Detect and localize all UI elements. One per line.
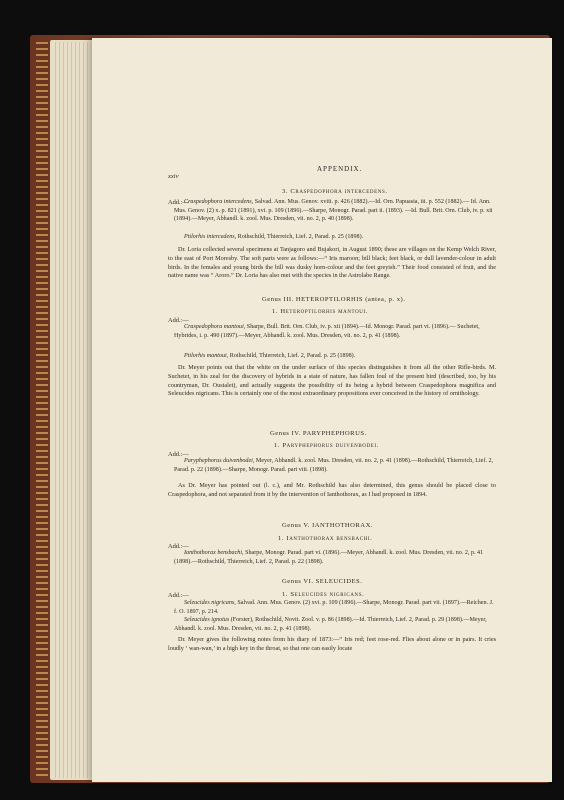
genus-heading: Genus III. HETEROPTILORHIS (antea, p. x).: [262, 296, 406, 303]
add-label: Add.:—: [168, 317, 189, 324]
add-label: Add.:—: [168, 451, 189, 458]
reference-entry: Seleucides nigricans, Salvad. Ann. Mus. Genov. (2) xvi. p. 109 (1896).—Sharpe, Monogr. Parad. part vii. (1897).—Reichen. J. f. O. 1897, p. 214.: [174, 600, 494, 615]
add-label: Add.:—: [168, 199, 189, 206]
species-title: 1. Ianthothorax bensbachi.: [278, 535, 373, 542]
body-paragraph: As Dr. Meyer has pointed out (l. c.), and Mr. Rothschild has also determined, this genus should be placed close to Craspedophora, and not separated from it by the intervention of Ianthothorax, as I had proposed in 1894.: [168, 482, 496, 498]
genus-heading: Genus V. IANTHOTHORAX.: [282, 522, 373, 529]
reference-entry: Seleucides ignotus (Forster), Rothschild, Novit. Zool. v. p. 86 (1898).—Id. Thierreich, Lief. 2, Parad. p. 29 (1898).—Meyer, Abhandl. k. zool. Mus. Dresden, vii. no. 2, p. 41 (1898).: [174, 617, 487, 632]
add-label: Add.:—: [168, 543, 189, 550]
page-number: xxiv: [168, 173, 179, 180]
species-title: 1. Paryphephorus duivenbodei.: [274, 442, 379, 449]
reference-entry: Ptilorhis mantoui, Rothschild, Thierreich, Lief. 2, Parad. p. 25 (1898).: [184, 353, 356, 359]
body-paragraph: Dr. Meyer points out that the white on the under surface of this species distinguishes it from all the other Rifle-birds. M. Suchetet, in his zeal for the discovery of hybrids in a state of nature, has fallen foul of the present bird (described, too, by his countryman, Dr. Oustalet), and actually suggests the possibility of its being a hybrid between Craspedophora magnifica and Seleucides nigricans. This is certainly one of the most extraordinary propositions ever conceived in the history of ornithology.: [168, 364, 496, 398]
gilt-border: [36, 42, 48, 776]
reference-entry: Craspedophora intercedens, Salvad. Ann. Mus. Genov. xviii. p. 426 (1882).—Id. Orn. Papuasia, iii. p. 552 (1882).— Id. Ann. Mus. Genov. (2) x. p. 821 (1891), xvi. p. 109 (1896).—Sharpe, Monogr. Parad. part ii. (1893). —Id. Bull. Brit. Orn. Club, iv. p. xii (1894).—Meyer, Abhandl. k. zool. Mus. Dresden, vii. no. 2, p. 40 (1898).: [174, 199, 493, 223]
species-title: 1. Heteroptilorhis mantoui.: [272, 308, 369, 315]
add-label: Add.:—: [168, 592, 189, 599]
body-paragraph: Dr. Meyer gives the following notes from his diary of 1873:—“ Iris red; feet rose-red. Flies about alone or in pairs. It cries loudly ‘ wan-wan,’ in a high key in the throat, so that one can easily locate: [168, 636, 496, 652]
running-head: APPENDIX.: [317, 165, 363, 173]
page-edges: [52, 42, 90, 778]
book-page: [92, 38, 552, 782]
species-title: 3. Craspedophora intercedens.: [282, 188, 388, 195]
species-title: 1. Seleucides nigricans.: [282, 591, 365, 598]
reference-entry: Craspedophora mantoui, Sharpe, Bull. Brit. Orn. Club, iv. p. xii (1894).—Id. Monogr. Parad. part vi. (1896).— Suchetet, Hybrides, i. p. 490 (1897).—Meyer, Abhandl. k. zool. Mus. Dresden, vii. no. 2, p. 41 (1898).: [174, 324, 480, 339]
genus-heading: Genus IV. PARYPHEPHORUS.: [270, 430, 367, 437]
reference-entry: Paryphephorus duivenbodei, Meyer, Abhandl. k. zool. Mus. Dresden, vii. no. 2, p. 41 (1898).—Rothschild, Thierreich, Lief. 2, Parad. p. 22 (1898).—Sharpe, Monogr. Parad. part viii. (1898).: [174, 458, 494, 473]
reference-entry: Ptilorhis intercedens, Rothschild, Thierreich, Lief. 2, Parad. p. 25 (1898).: [184, 234, 364, 240]
reference-entry: Ianthothorax bensbachi, Sharpe, Monogr. Parad. part vi. (1896).—Meyer, Abhandl. k. zool. Mus. Dresden, vii. no. 2, p. 41 (1898).—Rothschild, Thierreich, Lief. 2, Parad. p. 22 (1898).: [174, 550, 484, 565]
body-paragraph: Dr. Loria collected several specimens at Tanjagoro and Bujakori, in August 1890; these are villages on the Kemp Welch River, to the east of Port Moresby. The soft parts were as follows:—“ Iris maroon; bill black; feet black, or dull lavender-colour in adult birds. In the females and young birds the bill was dusky horn-colour and the feet greyish.” Their food consisted of fruit, and the native name was “ Aroro.” Dr. Loria has also met with the species in the Astrolabe Range.: [168, 246, 496, 280]
genus-heading: Genus VI. SELEUCIDES.: [282, 578, 363, 585]
